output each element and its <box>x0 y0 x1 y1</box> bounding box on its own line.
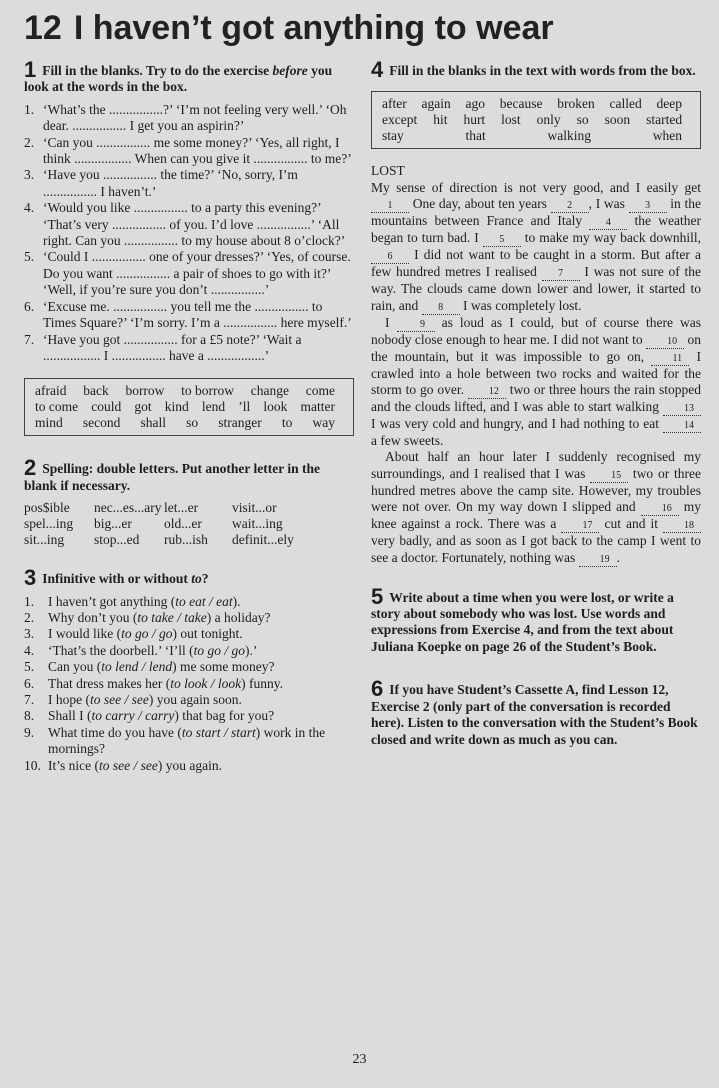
left-column <box>24 57 354 774</box>
spelling-word: rub...ish <box>164 532 208 548</box>
box-word: second <box>82 415 121 431</box>
item-text: Why don’t you ( <box>48 609 138 625</box>
exercise-3-item <box>24 725 354 758</box>
exercise-3-item <box>24 659 354 675</box>
item-options: to go / go <box>193 642 245 658</box>
box-word: started <box>646 112 683 128</box>
box-word: only <box>536 112 561 128</box>
story-blank: 5 <box>483 234 521 247</box>
item-number: 2. <box>24 134 35 150</box>
item-text: ‘Would you like ................ to a party this evening?’ ‘That’s very ................ of you. I’d love ................’ ‘All right. Can you ................ to my house about 8 o’clock?’ <box>43 200 346 249</box>
box-word: ’ll <box>238 399 251 415</box>
story-text: About half an hour later I suddenly recognised my surroundings, and I realised that I was <box>371 449 701 481</box>
exercise-4-number: 4 <box>371 57 384 82</box>
box-word: to borrow <box>181 383 235 399</box>
item-options: to go / go <box>121 626 173 642</box>
story-text: , I was <box>588 196 629 212</box>
exercise-1-item <box>24 135 354 168</box>
story-blank: 15 <box>590 470 628 483</box>
item-number: 5. <box>24 249 35 265</box>
spelling-word: pos$ible <box>24 500 70 516</box>
spelling-word: nec...es...ary <box>94 500 162 516</box>
instruction-text: Spelling: double letters. Put another letter in the blank if necessary. <box>24 461 320 493</box>
story-text: I did not want to be caught in a storm. But after a few hundred metres I realised <box>371 247 701 280</box>
story-blank: 16 <box>641 503 679 516</box>
item-text: ‘Excuse me. ................ you tell me the ................ to Times Square?’ ‘I’m sorry. I’m a ................ here myself.’ <box>43 298 352 331</box>
item-text: ) you again soon. <box>148 691 242 707</box>
box-word: matter <box>300 399 336 415</box>
story-text: I was completely lost. <box>459 297 582 313</box>
story-text: cut and it <box>599 516 663 532</box>
box-word: back <box>83 383 109 399</box>
exercise-3-item <box>24 626 354 642</box>
item-text: ‘Have you ................ the time?’ ‘No, sorry, I’m ................ I haven’t.’ <box>43 167 298 199</box>
box-word: borrow <box>125 383 165 399</box>
story-text: I was not sure of the way. The clouds came down lower and lower, it started to rain, and <box>371 264 701 313</box>
exercise-6-heading <box>371 676 701 748</box>
item-text: ‘What’s the ................?’ ‘I’m not feeling very well.’ ‘Oh dear. ................ I get you an aspirin?’ <box>43 101 347 134</box>
story-text: my knee against a rock. There was a <box>371 499 701 532</box>
story-blank: 9 <box>397 319 435 332</box>
instruction-text: Infinitive with or without <box>42 571 192 587</box>
lost-story <box>371 163 701 566</box>
item-number: 3. <box>24 626 35 642</box>
spelling-word: spel...ing <box>24 516 74 532</box>
right-column <box>371 57 702 754</box>
exercise-3-item <box>24 676 354 692</box>
item-number: 6. <box>24 298 35 314</box>
exercise-3-item <box>24 692 354 708</box>
item-options: to start / start <box>181 724 256 740</box>
story-paragraph-3 <box>371 449 701 566</box>
item-number: 1. <box>24 593 35 609</box>
box-word: ago <box>465 96 486 112</box>
exercise-3-item <box>24 758 354 774</box>
spelling-word: stop...ed <box>94 532 140 548</box>
item-text: I hope ( <box>48 691 90 707</box>
exercise-3-items <box>24 594 354 774</box>
page-title <box>24 6 704 50</box>
story-blank: 10 <box>646 336 684 349</box>
story-blank: 6 <box>371 251 409 264</box>
story-text: two or three hours the rain stopped and the clouds lifted, and I was able to start walking <box>371 382 701 415</box>
box-word: hurt <box>463 112 486 128</box>
exercise-5-heading <box>371 583 701 656</box>
item-text: ) me some money? <box>172 659 275 675</box>
item-number: 2. <box>24 609 35 625</box>
exercise-1-item <box>24 249 354 298</box>
item-options: to see / see <box>89 691 149 707</box>
spelling-word: old...er <box>164 516 202 532</box>
box-word: got <box>134 399 152 415</box>
box-word: again <box>421 96 451 112</box>
box-word: look <box>263 399 288 415</box>
spelling-word: sit...ing <box>24 532 65 548</box>
spelling-word: definit...ely <box>232 532 294 548</box>
item-options: to lend / lend <box>101 659 173 675</box>
box-word: walking <box>547 128 591 144</box>
exercise-1-items <box>24 102 354 365</box>
exercise-4-heading <box>371 57 701 82</box>
exercise-3-heading <box>24 565 354 591</box>
story-text: I <box>385 314 397 330</box>
item-text: I would like ( <box>48 626 122 642</box>
story-text: I crawled into a hole between two rocks and waited for the storm to go over. <box>371 348 701 398</box>
box-word: change <box>250 383 290 399</box>
box-word: stranger <box>218 415 262 431</box>
item-options: to eat / eat <box>175 593 233 609</box>
spelling-word: visit...or <box>232 500 277 516</box>
exercise-1-word-box <box>24 378 354 436</box>
instruction-text: If you have Student’s Cassette A, find Lesson 12, Exercise 2 (only part of the conversation is recorded here). Listen to the conversation with the Student’s Book closed and write down as much as you can. <box>371 682 698 747</box>
item-number: 7. <box>24 691 35 707</box>
item-number: 8. <box>24 708 35 724</box>
box-word: way <box>312 415 336 431</box>
item-text: I haven’t got anything ( <box>48 593 176 609</box>
item-text: ) that bag for you? <box>174 708 275 724</box>
box-word: that <box>465 128 486 144</box>
item-text: What time do you have ( <box>48 724 182 740</box>
exercise-5-number: 5 <box>371 583 384 609</box>
exercise-1-item <box>24 299 354 332</box>
story-paragraph-1 <box>371 180 701 315</box>
item-number: 9. <box>24 724 35 740</box>
box-word: deep <box>656 96 683 112</box>
story-text: My sense of direction is not very good, and I easily get <box>371 179 701 195</box>
item-text: ) work in the mornings? <box>48 724 326 757</box>
box-word: after <box>382 96 407 112</box>
instruction-emphasis: before <box>272 63 308 78</box>
item-text: ) you again. <box>157 757 222 773</box>
exercise-3-item <box>24 643 354 659</box>
exercise-4 <box>371 57 702 567</box>
box-word: could <box>91 399 122 415</box>
box-word: come <box>305 383 335 399</box>
story-blank: 8 <box>422 302 460 315</box>
item-options: to see / see <box>98 757 158 773</box>
box-word: so <box>186 415 199 431</box>
story-blank: 17 <box>561 520 599 533</box>
story-blank: 4 <box>589 217 627 230</box>
story-blank: 7 <box>542 268 580 281</box>
item-number: 5. <box>24 659 35 675</box>
instruction-text: you look at the words in the box. <box>24 63 333 95</box>
exercise-1-heading <box>24 57 354 96</box>
story-blank: 11 <box>651 353 689 366</box>
item-text: ) out tonight. <box>172 626 243 642</box>
story-blank: 12 <box>468 386 506 399</box>
story-blank: 18 <box>663 520 701 533</box>
story-blank: 1 <box>371 200 409 213</box>
exercise-6 <box>371 676 701 748</box>
exercise-1-item <box>24 200 354 249</box>
box-word: called <box>609 96 642 112</box>
exercise-2 <box>24 455 354 548</box>
item-text: ‘Have you got ................ for a £5 note?’ ‘Wait a ................. I ................ have a .................’ <box>43 331 302 363</box>
story-text: . <box>616 549 620 565</box>
item-options: to carry / carry <box>91 708 175 724</box>
spelling-word: let...er <box>164 500 199 516</box>
story-blank: 14 <box>663 420 701 433</box>
exercise-3-item <box>24 594 354 610</box>
item-text: ‘Can you ................ me some money?’ ‘Yes, all right, I think ................. When can you give it ................ to me?’ <box>43 134 352 167</box>
exercise-1-item <box>24 167 354 200</box>
item-number: 6. <box>24 675 35 691</box>
item-number: 10. <box>24 757 41 773</box>
item-options: to take / take <box>137 609 207 625</box>
exercise-1 <box>24 57 354 436</box>
item-text: ).’ <box>244 642 258 658</box>
item-text: ) a holiday? <box>206 609 271 625</box>
instruction-emphasis: to <box>191 571 202 587</box>
instruction-text: Write about a time when you were lost, or write a story about somebody who was lost. Use words and expressions from Exercise 4, and from the text about Juliana Koepke on page 26 of the Student’s Book. <box>371 589 674 654</box>
story-text: to make my way back downhill, <box>520 230 702 246</box>
spelling-word: big...er <box>94 516 132 532</box>
box-word: when <box>652 128 682 144</box>
exercise-1-item <box>24 102 354 135</box>
exercise-3-number: 3 <box>24 565 37 591</box>
story-blank: 2 <box>551 200 589 213</box>
box-word: lend <box>201 399 226 415</box>
item-number: 3. <box>24 167 35 183</box>
story-text: a few sweets. <box>371 433 444 449</box>
item-text: Can you ( <box>48 659 102 675</box>
instruction-text: ? <box>201 571 209 587</box>
item-text: ) funny. <box>241 675 283 691</box>
exercise-1-number: 1 <box>24 57 37 82</box>
box-word: kind <box>164 399 189 415</box>
box-word: soon <box>604 112 631 128</box>
box-word: to come <box>35 399 79 415</box>
item-number: 1. <box>24 101 35 117</box>
item-text: ‘That’s the doorbell.’ ‘I’ll ( <box>48 642 194 658</box>
item-number: 4. <box>24 200 35 216</box>
story-title: LOST <box>371 163 405 179</box>
box-word: because <box>499 96 543 112</box>
spelling-word: wait...ing <box>232 516 283 532</box>
box-word: hit <box>433 112 448 128</box>
box-word: except <box>382 112 418 128</box>
exercise-2-heading <box>24 455 354 494</box>
box-word: so <box>576 112 589 128</box>
story-text: very badly, and as soon as I got back to the camp I went to see a doctor. Fortunately, nothing was <box>371 533 701 565</box>
box-word: afraid <box>35 383 67 399</box>
story-text: One day, about ten years <box>409 196 551 212</box>
box-word: lost <box>501 112 521 128</box>
box-word: broken <box>557 96 595 112</box>
item-options: to look / look <box>170 675 242 691</box>
instruction-text: Fill in the blanks in the text with words from the box. <box>389 63 696 78</box>
item-text: ). <box>232 593 241 609</box>
box-word: mind <box>35 415 63 431</box>
exercise-5 <box>371 583 701 656</box>
exercise-2-number: 2 <box>24 455 37 481</box>
item-text: Shall I ( <box>48 708 92 724</box>
item-text: It’s nice ( <box>48 757 99 773</box>
story-blank: 3 <box>629 200 667 213</box>
item-number: 7. <box>24 331 35 347</box>
story-blank: 19 <box>579 554 617 567</box>
story-text: the weather began to turn bad. I <box>371 213 701 246</box>
story-text: two or three hundred metres above the camp site. However, my troubles were not over. On my way down I slipped and <box>371 465 701 515</box>
story-text: on the mountain, but it was impossible to go on, <box>371 331 701 364</box>
page-number: 23 <box>352 1052 367 1067</box>
story-text: as loud as I could, but of course there was nobody close enough to hear me. I did not want to <box>371 314 702 347</box>
exercise-3-item <box>24 708 354 724</box>
instruction-text: Fill in the blanks. Try to do the exercise <box>42 63 273 78</box>
lesson-title: I haven’t got anything to wear <box>73 9 554 47</box>
exercise-3 <box>24 565 354 774</box>
item-number: 4. <box>24 642 35 658</box>
story-paragraph-2 <box>371 315 701 450</box>
box-word: shall <box>140 415 167 431</box>
story-blank: 13 <box>663 403 701 416</box>
item-text: ‘Could I ................ one of your dresses?’ ‘Yes, of course. Do you want ................ a pair of shoes to go with it?’ ‘Well, if you’re sure you don’t ................’ <box>43 249 351 298</box>
exercise-1-item <box>24 332 354 365</box>
lesson-number: 12 <box>24 9 62 47</box>
exercise-4-word-box <box>371 91 701 149</box>
box-word: stay <box>382 128 404 144</box>
story-text: I was very cold and hungry, and I had nothing to eat <box>371 416 663 432</box>
exercise-3-item <box>24 610 354 626</box>
spelling-words-grid <box>24 500 354 548</box>
story-text: in the mountains between France and Italy <box>371 196 701 229</box>
item-text: That dress makes her ( <box>48 675 171 691</box>
exercise-6-number: 6 <box>371 676 384 702</box>
box-word: to <box>281 415 293 431</box>
